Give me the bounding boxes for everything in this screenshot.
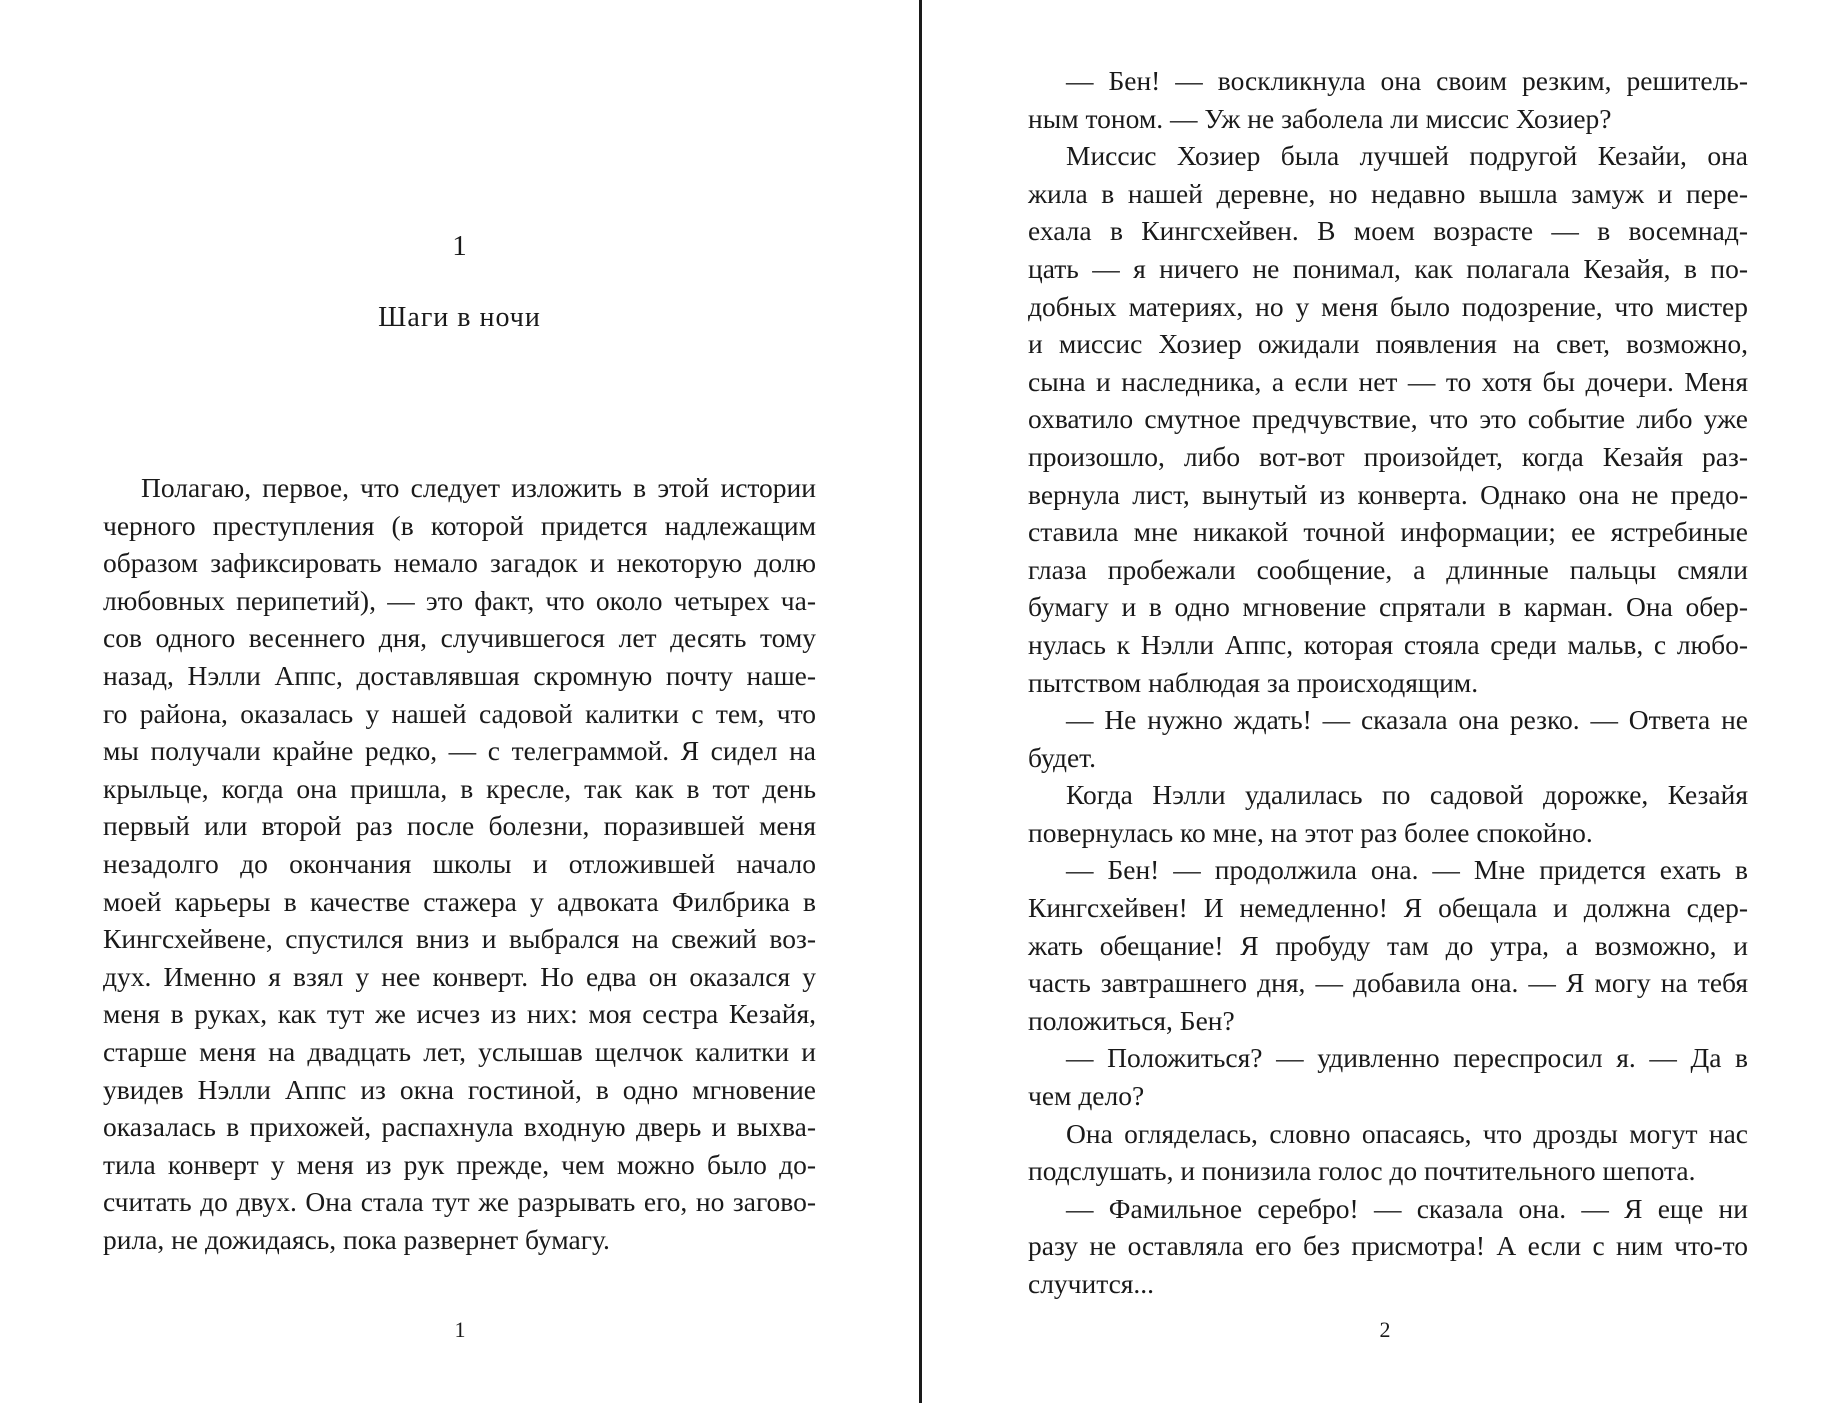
text-line: разу не оставляла его без присмотра! А если с ним что-то	[1028, 1230, 1748, 1262]
text-line: ным тоном. — Уж не заболела ли миссис Хозиер?	[1028, 102, 1612, 134]
chapter-number: 1	[452, 230, 467, 262]
page-number-left: 1	[454, 1317, 466, 1342]
text-line: сов одного весеннего дня, случившегося лет десять тому	[103, 622, 816, 654]
text-line: и миссис Хозиер ожидали появления на свет, возможно,	[1028, 328, 1748, 360]
text-line: дух. Именно я взял у нее конверт. Но едва он оказался у	[103, 960, 816, 992]
text-line: случится...	[1028, 1268, 1155, 1299]
text-line: — Фамильное серебро! — сказала она. — Я еще ни	[1066, 1192, 1748, 1224]
text-line: бумагу и в одно мгновение спрятали в карман. Она обер-	[1028, 591, 1748, 623]
text-line: глаза пробежали сообщение, а длинные пальцы смяли	[1028, 553, 1748, 585]
text-line: Миссис Хозиер была лучшей подругой Кезайи, она	[1066, 140, 1748, 172]
text-line: нулась к Нэлли Аппс, которая стояла среди мальв, с любо-	[1028, 628, 1748, 660]
text-line: произошло, либо вот-вот произойдет, когда Кезайя раз-	[1028, 440, 1748, 472]
text-line: добных материях, но у меня было подозрение, что мистер	[1028, 290, 1748, 322]
text-line: незадолго до окончания школы и отложившей начало	[103, 847, 816, 879]
text-line: оказалась в прихожей, распахнула входную дверь и выхва-	[103, 1111, 816, 1143]
text-line: Полагаю, первое, что следует изложить в этой истории	[141, 472, 816, 503]
text-line: будет.	[1028, 741, 1096, 773]
page-number-right: 2	[1379, 1317, 1391, 1342]
text-line: моей карьеры в качестве стажера у адвоката Филбрика в	[103, 885, 816, 917]
text-line: вернула лист, вынутый из конверта. Однако она не предо-	[1028, 478, 1748, 510]
text-line: Она огляделась, словно опасаясь, что дрозды могут нас	[1066, 1117, 1748, 1149]
text-line: — Бен! — продолжила она. — Мне придется ехать в	[1066, 854, 1748, 886]
chapter-title: Шаги в ночи	[378, 302, 541, 333]
text-line: чем дело?	[1028, 1080, 1145, 1112]
text-line: часть завтрашнего дня, — добавила она. — Я могу на тебя	[1028, 967, 1748, 999]
text-line: черного преступления (в которой придется надлежащим	[103, 509, 816, 541]
text-line: повернулась ко мне, на этот раз более спокойно.	[1028, 816, 1593, 848]
text-line: крыльце, когда она пришла, в кресле, так как в тот день	[103, 772, 816, 804]
text-line: подслушать, и понизила голос до почтительного шепота.	[1028, 1155, 1696, 1187]
text-line: ехала в Кингсхейвен. В моем возрасте — в восемнад-	[1028, 215, 1748, 247]
text-line: пытством наблюдая за происходящим.	[1028, 666, 1479, 698]
text-line: увидев Нэлли Аппс из окна гостиной, в одно мгновение	[103, 1073, 816, 1105]
text-line: назад, Нэлли Аппс, доставлявшая скромную почту наше-	[103, 659, 816, 691]
text-line: сына и наследника, а если нет — то хотя бы дочери. Меня	[1028, 365, 1748, 397]
text-line: — Положиться? — удивленно переспросил я. — Да в	[1066, 1042, 1748, 1074]
text-line: меня в руках, как тут же исчез из них: моя сестра Кезайя,	[103, 998, 816, 1030]
text-line: Кингсхейвене, спустился вниз и выбрался на свежий воз-	[103, 923, 816, 955]
left-page	[0, 0, 919, 1403]
text-line: положиться, Бен?	[1028, 1004, 1235, 1036]
right-page	[921, 0, 1839, 1403]
text-line: Кингсхейвен! И немедленно! Я обещала и должна сдер-	[1028, 892, 1748, 924]
text-line: рила, не дожидаясь, пока развернет бумагу.	[103, 1223, 610, 1255]
text-line: мы получали крайне редко, — с телеграммой. Я сидел на	[103, 735, 816, 767]
text-line: старше меня на двадцать лет, услышав щелчок калитки и	[103, 1035, 816, 1067]
text-line: го района, оказалась у нашей садовой калитки с тем, что	[103, 697, 816, 729]
text-line: цать — я ничего не понимал, как полагала Кезайя, в по-	[1028, 252, 1748, 284]
text-line: жила в нашей деревне, но недавно вышла замуж и пере-	[1028, 177, 1748, 209]
text-line: охватило смутное предчувствие, что это событие либо уже	[1028, 403, 1748, 435]
text-line: первый или второй раз после болезни, поразившей меня	[103, 810, 816, 842]
left-page-body	[103, 469, 816, 1258]
text-line: жать обещание! Я пробуду там до утра, а возможно, и	[1028, 929, 1748, 961]
text-line: Когда Нэлли удалилась по садовой дорожке, Кезайя	[1066, 779, 1748, 811]
text-line: образом зафиксировать немало загадок и некоторую долю	[103, 547, 816, 579]
text-line: любовных перипетий), — это факт, что около четырех ча-	[103, 584, 816, 616]
text-line: — Бен! — воскликнула она своим резким, решитель-	[1066, 65, 1748, 96]
text-line: — Не нужно ждать! — сказала она резко. — Ответа не	[1066, 704, 1748, 736]
text-line: тила конверт у меня из рук прежде, чем можно было до-	[103, 1148, 816, 1180]
right-page-body	[1028, 62, 1748, 1303]
text-line: считать до двух. Она стала тут же разрывать его, но загово-	[103, 1186, 816, 1218]
text-line: ставила мне никакой точной информации; ее ястребиные	[1028, 516, 1748, 548]
